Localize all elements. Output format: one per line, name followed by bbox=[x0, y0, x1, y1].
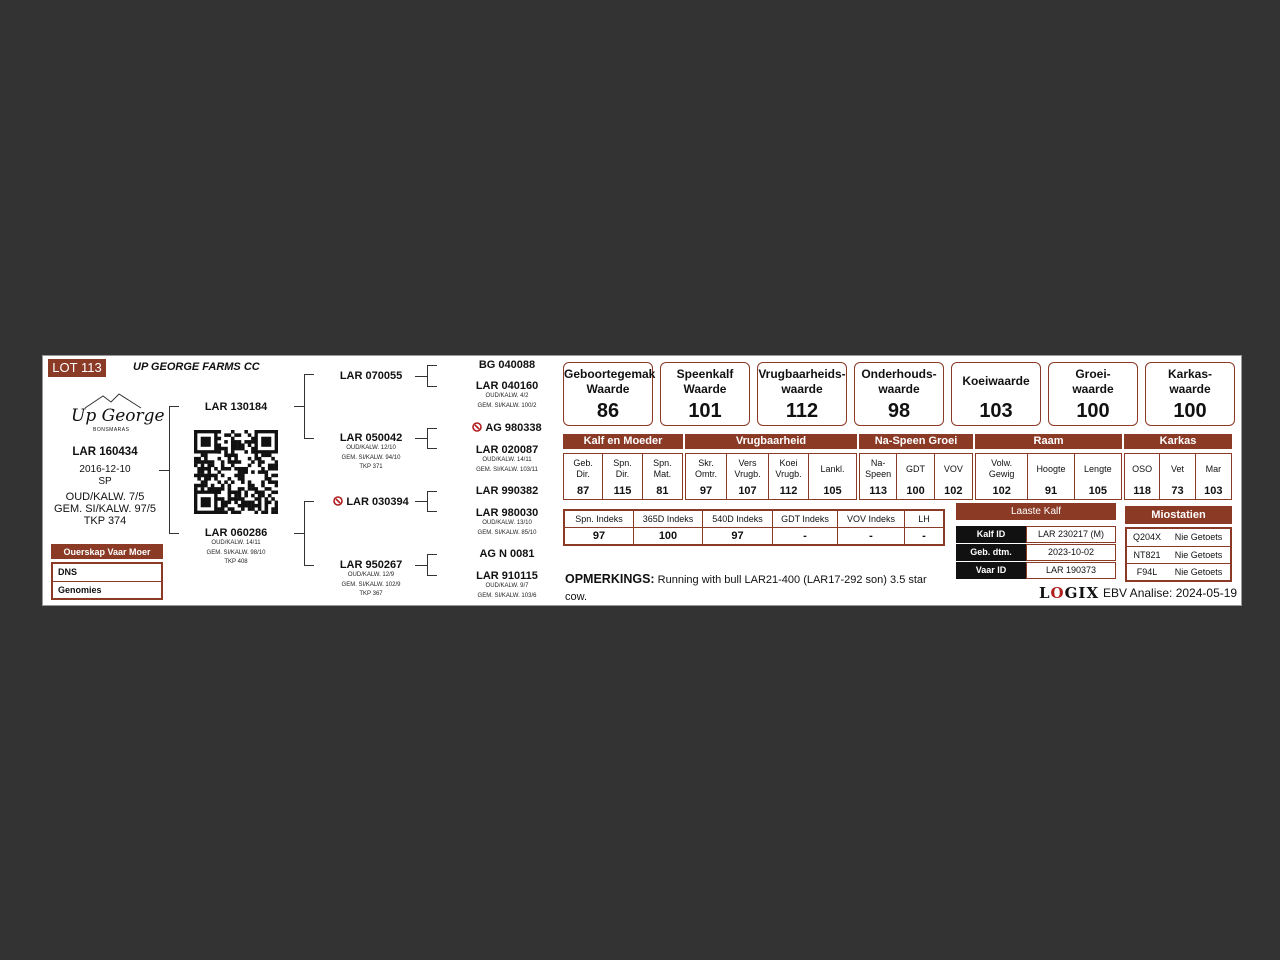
category-raam: Raam bbox=[975, 434, 1122, 449]
ebv-value: 87 bbox=[577, 485, 590, 497]
ebv-table-karkas bbox=[1124, 453, 1232, 500]
ebv-value: 118 bbox=[1133, 485, 1152, 497]
pedigree-sss-id: BG 040088 bbox=[478, 359, 536, 371]
connector-line bbox=[304, 501, 305, 566]
ebv-value: 115 bbox=[613, 485, 632, 497]
index-value: - bbox=[922, 530, 926, 542]
ebv-label bbox=[809, 454, 856, 484]
ebv-value: 91 bbox=[1044, 485, 1058, 497]
miostatien-code: Q204X bbox=[1132, 532, 1162, 542]
ebv-label bbox=[976, 454, 1027, 484]
ebv-value: 105 bbox=[823, 485, 842, 497]
score-title bbox=[855, 367, 943, 397]
miostatien-table bbox=[1125, 527, 1232, 582]
score-groei bbox=[1048, 362, 1138, 426]
animal-birth: 2016-12-10 bbox=[79, 464, 131, 475]
index-cell bbox=[773, 511, 838, 544]
ebv-label-line1: VOV bbox=[943, 463, 963, 474]
score-value: 103 bbox=[979, 400, 1013, 422]
score-value: 98 bbox=[887, 400, 911, 422]
miostatien-row bbox=[1127, 546, 1230, 563]
remarks-label: OPMERKINGS: bbox=[565, 572, 655, 586]
index-value: - bbox=[869, 530, 873, 542]
score-geboortegemak bbox=[563, 362, 656, 426]
ebv-analysis-date: EBV Analise: 2024-05-19 bbox=[1103, 586, 1238, 600]
ebv-label-line2: Dir. bbox=[576, 469, 590, 479]
laaste-kalf-header: Laaste Kalf bbox=[956, 503, 1116, 520]
ebv-label-line1: Mar bbox=[1205, 463, 1222, 474]
ebv-value: 102 bbox=[992, 485, 1011, 497]
score-title bbox=[1049, 367, 1137, 397]
index-value: 97 bbox=[731, 530, 744, 542]
ebv-label-line1: Lengte bbox=[1084, 463, 1112, 474]
ebv-cell bbox=[1075, 454, 1121, 499]
laaste-kalf-key: Vaar ID bbox=[956, 562, 1026, 579]
index-label: VOV Indeks bbox=[838, 511, 904, 528]
logo-subtitle: BONSMARAS bbox=[93, 427, 130, 433]
lot-card bbox=[42, 355, 1242, 606]
owner-row-genomies: Genomies bbox=[53, 581, 161, 598]
ebv-label-line2: Gewig bbox=[988, 469, 1015, 479]
pedigree-dd-line2: GEM. SI/KALW. 102/9 bbox=[341, 581, 401, 588]
ebv-cell bbox=[1028, 454, 1074, 499]
ebv-cell bbox=[564, 454, 603, 499]
ebv-table-groei bbox=[859, 453, 973, 500]
miostatien-code: F94L bbox=[1136, 567, 1158, 577]
ebv-value: 107 bbox=[738, 485, 757, 497]
miostatien-status: Nie Getoets bbox=[1174, 532, 1223, 542]
owner-header: Ouerskap Vaar Moer bbox=[51, 544, 163, 559]
pedigree-dsd-line1: OUD/KALW. 13/10 bbox=[482, 520, 532, 526]
ebv-cell bbox=[727, 454, 769, 499]
score-title-line1: Koeiwaarde bbox=[962, 374, 1030, 388]
score-title-line2: waarde bbox=[1169, 382, 1211, 396]
score-title-line2: waarde bbox=[878, 382, 920, 396]
connector-line bbox=[427, 365, 437, 366]
connector-line bbox=[304, 438, 314, 439]
ebv-cell bbox=[769, 454, 809, 499]
pedigree-dss-id: LAR 990382 bbox=[475, 485, 539, 497]
pedigree-dam-line1: OUD/KALW. 14/11 bbox=[211, 540, 261, 546]
ebv-label-line1: Skr. bbox=[698, 458, 714, 468]
laaste-kalf-value: LAR 190373 bbox=[1026, 562, 1116, 579]
index-table bbox=[563, 509, 945, 546]
animal-id: LAR 160434 bbox=[72, 446, 138, 458]
pedigree-sdd-line1: OUD/KALW. 14/11 bbox=[482, 457, 532, 463]
score-title bbox=[661, 367, 749, 397]
ebv-label-line2: Dir. bbox=[615, 469, 630, 479]
ebv-label bbox=[935, 454, 972, 484]
pedigree-sd-line2: GEM. SI/KALW. 94/10 bbox=[341, 454, 401, 461]
pedigree-ddd-line2: GEM. SI/KALW. 103/6 bbox=[477, 592, 537, 599]
pedigree-dsd bbox=[454, 507, 560, 538]
miostatien-row bbox=[1127, 529, 1230, 546]
ebv-label-line1: OSO bbox=[1132, 463, 1153, 474]
ebv-label-line2: Mat. bbox=[653, 469, 672, 479]
score-title bbox=[564, 367, 656, 397]
pedigree-ssd-id: LAR 040160 bbox=[475, 380, 539, 392]
score-onderhouds bbox=[854, 362, 944, 426]
ebv-cell bbox=[935, 454, 972, 499]
pedigree-dam-id: LAR 060286 bbox=[204, 527, 268, 539]
ebv-label bbox=[1028, 454, 1073, 484]
connector-line bbox=[304, 501, 314, 502]
ebv-label-line1: Hoogte bbox=[1036, 463, 1066, 474]
score-title-line2: Waarde bbox=[683, 382, 727, 396]
index-cell bbox=[565, 511, 634, 544]
pedigree-dsd-line2: GEM. SI/KALW. 85/10 bbox=[477, 529, 537, 536]
ebv-label bbox=[1075, 454, 1121, 484]
pedigree-ssd-line2: GEM. SI/KALW. 100/2 bbox=[477, 402, 537, 409]
ebv-cell bbox=[976, 454, 1028, 499]
pedigree-dd-id: LAR 950267 bbox=[339, 559, 403, 571]
animal-code: SP bbox=[98, 475, 112, 487]
category-karkas: Karkas bbox=[1124, 434, 1232, 449]
connector-line bbox=[304, 565, 314, 566]
pedigree-dam-line3: TKP 408 bbox=[224, 559, 248, 565]
pedigree-sdd bbox=[454, 444, 560, 475]
ebv-label bbox=[1160, 454, 1194, 484]
score-speenkalf bbox=[660, 362, 750, 426]
connector-line bbox=[427, 365, 428, 387]
index-value: - bbox=[803, 530, 807, 542]
miostatien-header: Miostatien bbox=[1125, 506, 1232, 524]
score-value: 101 bbox=[688, 400, 722, 422]
connector-line bbox=[427, 428, 437, 429]
ebv-cell bbox=[686, 454, 727, 499]
score-title-line2: waarde bbox=[1072, 382, 1114, 396]
ebv-value: 103 bbox=[1204, 485, 1223, 497]
pedigree-ddd bbox=[454, 570, 560, 601]
pedigree-ddd-id: LAR 910115 bbox=[476, 570, 538, 582]
connector-line bbox=[427, 575, 437, 576]
remarks bbox=[565, 571, 940, 606]
connector-line bbox=[427, 554, 437, 555]
connector-line bbox=[427, 428, 428, 449]
logix-letters-rest: GIX bbox=[1064, 584, 1100, 602]
index-cell bbox=[838, 511, 905, 544]
connector-line bbox=[304, 374, 314, 375]
connector-line bbox=[427, 448, 437, 449]
miostatien-code: NT821 bbox=[1133, 550, 1161, 560]
pedigree-dam bbox=[186, 527, 286, 568]
ebv-cell bbox=[603, 454, 642, 499]
ebv-label-line2: Vrugb. bbox=[775, 469, 802, 479]
ebv-cell bbox=[643, 454, 682, 499]
ebv-label bbox=[1125, 454, 1159, 484]
score-value: 112 bbox=[785, 400, 819, 422]
category-vrugbaarheid: Vrugbaarheid bbox=[685, 434, 857, 449]
pedigree-dd-line1: OUD/KALW. 12/9 bbox=[347, 572, 395, 578]
pedigree-dd bbox=[320, 559, 422, 600]
score-vrugbaarheid bbox=[757, 362, 847, 426]
category-na-speen-groei: Na-Speen Groei bbox=[859, 434, 973, 449]
ebv-label-line1: Spn. bbox=[613, 458, 632, 468]
logix-letter-o: O bbox=[1050, 584, 1065, 602]
ebv-label bbox=[769, 454, 808, 484]
score-title-line2: waarde bbox=[781, 382, 823, 396]
connector-line bbox=[169, 406, 170, 534]
pedigree-sdd-line2: GEM. SI/KALW. 103/11 bbox=[476, 466, 538, 473]
connector-line bbox=[427, 491, 428, 512]
connector-line bbox=[294, 406, 304, 407]
farm-name: UP GEORGE FARMS CC bbox=[133, 361, 260, 373]
pedigree-ssd bbox=[454, 380, 560, 411]
animal-info bbox=[53, 464, 157, 527]
connector-line bbox=[294, 533, 304, 534]
miostatien-row bbox=[1127, 563, 1230, 580]
miostatien-status: Nie Getoets bbox=[1174, 567, 1223, 577]
connector-line bbox=[427, 386, 437, 387]
ebv-label bbox=[686, 454, 726, 484]
ebv-cell bbox=[809, 454, 856, 499]
lot-badge: LOT 113 bbox=[48, 359, 106, 377]
ebv-cell bbox=[1196, 454, 1231, 499]
miostatien-status: Nie Getoets bbox=[1174, 550, 1223, 560]
ebv-label-line2: Speen bbox=[865, 469, 892, 479]
pedigree-dam-line2: GEM. SI/KALW. 98/10 bbox=[206, 549, 266, 556]
connector-line bbox=[427, 554, 428, 576]
ebv-label-line1: Lankl. bbox=[820, 463, 845, 474]
pedigree-sds-id: AG 980338 bbox=[485, 422, 542, 434]
score-value: 100 bbox=[1076, 400, 1110, 422]
pedigree-sire-id: LAR 130184 bbox=[204, 401, 268, 413]
pedigree-sds bbox=[454, 422, 560, 434]
pedigree-sd bbox=[320, 432, 422, 473]
score-title-line1: Speenkalf bbox=[676, 367, 734, 381]
index-cell bbox=[703, 511, 773, 544]
ebv-value: 102 bbox=[944, 485, 963, 497]
logo-script: Up George bbox=[71, 406, 165, 426]
score-title-line1: Onderhouds- bbox=[861, 367, 937, 381]
index-cell bbox=[905, 511, 943, 544]
owner-row-dns: DNS bbox=[58, 567, 78, 577]
ebv-value: 112 bbox=[779, 485, 798, 497]
index-label: LH bbox=[905, 511, 943, 528]
ebv-value: 105 bbox=[1088, 485, 1107, 497]
laaste-kalf-value: LAR 230217 (M) bbox=[1026, 526, 1116, 543]
ebv-label-line1: Volw. bbox=[991, 458, 1013, 468]
score-title-line1: Geboortegemak bbox=[564, 367, 656, 381]
ebv-label-line1: Geb. bbox=[573, 458, 593, 468]
connector-line bbox=[304, 374, 305, 439]
ebv-label-line2: Vrugb. bbox=[734, 469, 761, 479]
ebv-label bbox=[564, 454, 602, 484]
pedigree-dds-id: AG N 0081 bbox=[479, 548, 535, 560]
logix-logo bbox=[1039, 584, 1099, 602]
ebv-table-raam bbox=[975, 453, 1122, 500]
ebv-label-line1: Vet bbox=[1171, 463, 1185, 474]
laaste-kalf-key: Kalf ID bbox=[956, 526, 1026, 543]
connector-line bbox=[169, 533, 179, 534]
ebv-cell bbox=[860, 454, 897, 499]
pedigree-dsd-id: LAR 980030 bbox=[475, 507, 539, 519]
connector-line bbox=[427, 491, 437, 492]
animal-oud-kalw: OUD/KALW. 7/5 bbox=[65, 491, 145, 503]
ebv-label-line1: Vers bbox=[738, 458, 757, 468]
remarks-text: Running with bull LAR21-400 (LAR17-292 son) 3.5 star cow. bbox=[565, 574, 927, 603]
ebv-value: 81 bbox=[656, 485, 669, 497]
index-label: 540D Indeks bbox=[703, 511, 772, 528]
ebv-label bbox=[897, 454, 933, 484]
pedigree-sd-line1: OUD/KALW. 12/10 bbox=[346, 445, 396, 451]
pedigree-ss-id: LAR 070055 bbox=[339, 370, 403, 382]
pedigree-dd-line3: TKP 367 bbox=[359, 591, 383, 597]
index-value: 97 bbox=[592, 530, 606, 542]
index-cell bbox=[634, 511, 703, 544]
ebv-label bbox=[1196, 454, 1231, 484]
ebv-value: 73 bbox=[1171, 485, 1184, 497]
pedigree-ds bbox=[320, 496, 422, 508]
laaste-kalf-key: Geb. dtm. bbox=[956, 544, 1026, 561]
ebv-cell bbox=[897, 454, 934, 499]
ebv-value: 97 bbox=[699, 485, 713, 497]
ebv-label-line1: Spn. bbox=[653, 458, 672, 468]
pedigree-sd-id: LAR 050042 bbox=[339, 432, 403, 444]
score-title-line1: Groei- bbox=[1075, 367, 1111, 381]
ebv-cell bbox=[1125, 454, 1160, 499]
ebv-table-kalf bbox=[563, 453, 683, 500]
index-value: 100 bbox=[658, 530, 678, 542]
score-value: 86 bbox=[596, 400, 620, 422]
score-title-line1: Karkas- bbox=[1167, 367, 1213, 381]
breeder-mark-icon bbox=[472, 422, 482, 432]
laaste-kalf-row bbox=[956, 526, 1116, 543]
ebv-label bbox=[727, 454, 768, 484]
animal-gem-si: GEM. SI/KALW. 97/5 bbox=[54, 503, 156, 515]
connector-line bbox=[427, 511, 437, 512]
qr-code[interactable] bbox=[194, 430, 278, 514]
owner-box bbox=[51, 562, 163, 600]
index-label: Spn. Indeks bbox=[565, 511, 633, 528]
animal-tkp: TKP 374 bbox=[83, 515, 127, 527]
laaste-kalf-row bbox=[956, 562, 1116, 579]
ebv-label-line2: Omtr. bbox=[695, 469, 717, 479]
laaste-kalf-row bbox=[956, 544, 1116, 561]
ebv-table-vrugbaarheid bbox=[685, 453, 857, 500]
pedigree-ssd-line1: OUD/KALW. 4/2 bbox=[485, 393, 529, 399]
score-koeiwaarde bbox=[951, 362, 1041, 426]
breeder-mark-icon bbox=[333, 496, 343, 506]
laaste-kalf-value: 2023-10-02 bbox=[1026, 544, 1116, 561]
ebv-label bbox=[643, 454, 682, 484]
index-label: 365D Indeks bbox=[634, 511, 702, 528]
ebv-label-line1: Na- bbox=[870, 458, 886, 468]
ebv-label-line1: GDT bbox=[906, 463, 926, 474]
pedigree-sd-line3: TKP 371 bbox=[359, 464, 383, 470]
pedigree-ddd-line1: OUD/KALW. 9/7 bbox=[485, 583, 529, 589]
score-title-line2: Waarde bbox=[586, 382, 630, 396]
ebv-label-line1: Koei bbox=[779, 458, 798, 468]
ebv-value: 100 bbox=[906, 485, 925, 497]
score-value: 100 bbox=[1173, 400, 1207, 422]
pedigree-sdd-id: LAR 020087 bbox=[475, 444, 539, 456]
ebv-value: 113 bbox=[869, 485, 888, 497]
ebv-label bbox=[603, 454, 641, 484]
connector-line bbox=[169, 406, 179, 407]
score-title bbox=[952, 374, 1040, 389]
category-kalf-en-moeder: Kalf en Moeder bbox=[563, 434, 683, 449]
logix-letter-l: L bbox=[1039, 584, 1051, 602]
score-title-line1: Vrugbaarheids- bbox=[758, 367, 846, 381]
connector-line bbox=[159, 470, 169, 471]
index-label: GDT Indeks bbox=[773, 511, 837, 528]
score-title bbox=[1146, 367, 1234, 397]
score-title bbox=[758, 367, 846, 397]
score-karkas bbox=[1145, 362, 1235, 426]
pedigree-ds-id: LAR 030394 bbox=[346, 496, 409, 508]
ebv-cell bbox=[1160, 454, 1195, 499]
ebv-label bbox=[860, 454, 896, 484]
